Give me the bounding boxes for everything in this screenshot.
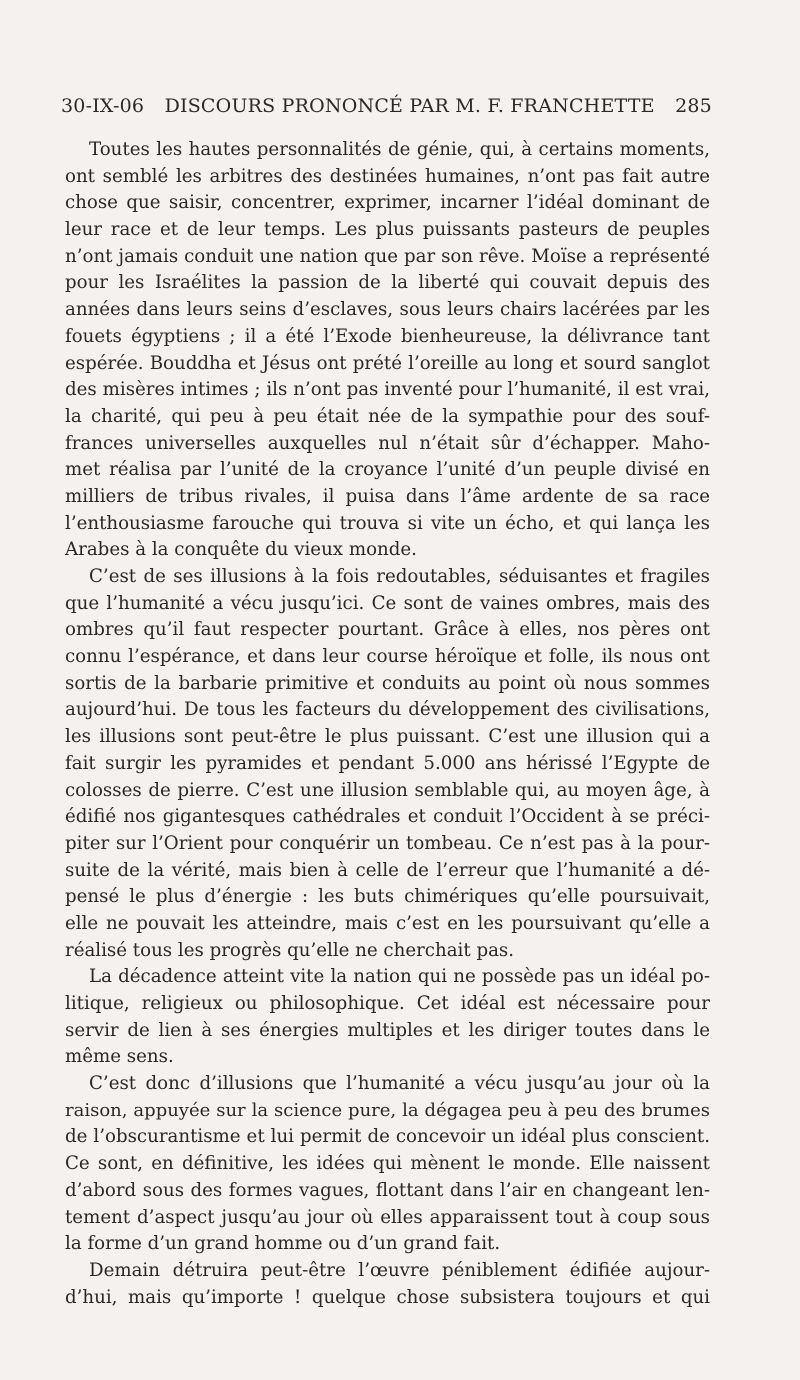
text-line: C’est donc d’illusions que l’humanité a vécu jusqu’au jour où la <box>89 1073 710 1095</box>
text-line: sortis de la barbarie primitive et conduits au point où nous sommes <box>65 672 710 694</box>
text-line: tement d’aspect jusqu’au jour où elles apparaissent tout à coup sous <box>65 1206 710 1228</box>
text-line: pensé le plus d’énergie : les buts chimériques qu’elle poursuivait, <box>65 886 710 908</box>
text-line: elle ne pouvait les atteindre, mais c’est en les poursuivant qu’elle a <box>65 912 710 934</box>
text-line: pour les Israélites la passion de la liberté qui couvait depuis des <box>65 272 710 294</box>
text-line: espérée. Bouddha et Jésus ont prété l’oreille au long et sourd sanglot <box>65 352 710 374</box>
page-number: 285 <box>675 95 712 117</box>
text-line: colosses de pierre. C’est une illusion semblable qui, au moyen âge, à <box>65 779 710 801</box>
text-line: C’est de ses illusions à la fois redoutables, séduisantes et fragiles <box>89 566 710 587</box>
text-line: de l’obscurantisme et lui permit de concevoir un idéal plus conscient. <box>65 1126 710 1148</box>
text-line: des misères intimes ; ils n’ont pas inventé pour l’humanité, il est vrai, <box>65 379 710 401</box>
text-line: fait surgir les pyramides et pendant 5.000 ans hérissé l’Egypte de <box>65 752 710 774</box>
text-line: d’abord sous des formes vagues, flottant dans l’air en changeant len- <box>65 1179 710 1201</box>
text-line: les illusions sont peut-être le plus puissant. C’est une illusion qui a <box>65 726 710 748</box>
text-line: La décadence atteint vite la nation qui ne possède pas un idéal po- <box>89 966 710 988</box>
text-line: servir de lien à ses énergies multiples et les diriger toutes dans le <box>65 1019 710 1041</box>
text-line: connu l’espérance, et dans leur course héroïque et folle, ils nous ont <box>65 646 710 668</box>
text-line: Arabes à la conquête du vieux monde. <box>65 539 417 561</box>
header-date: 30-IX-06 <box>61 95 145 117</box>
text-line: réalisé tous les progrès qu’elle ne cherchait pas. <box>65 939 515 961</box>
text-line: la forme d’un grand homme ou d’un grand fait. <box>65 1233 501 1255</box>
text-line: Ce sont, en définitive, les idées qui mènent le monde. Elle naissent <box>65 1153 710 1175</box>
text-line: que l’humanité a vécu jusqu’ici. Ce sont de vaines ombres, mais des <box>65 592 710 614</box>
text-line: édifié nos gigantesques cathédrales et conduit l’Occident à se préci- <box>65 806 710 828</box>
text-line: raison, appuyée sur la science pure, la dégagea peu à peu des brumes <box>65 1099 710 1121</box>
text-line: aujourd’hui. De tous les facteurs du développement des civilisations, <box>65 699 710 721</box>
text-line: Toutes les hautes personnalités de génie, qui, à certains moments, <box>89 139 710 160</box>
text-line: n’ont jamais conduit une nation que par son rêve. Moïse a représenté <box>65 245 710 267</box>
text-line: ont semblé les arbitres des destinées humaines, n’ont pas fait autre <box>65 165 710 187</box>
text-line: chose que saisir, concentrer, exprimer, incarner l’idéal dominant de <box>65 192 710 214</box>
text-line: Demain détruira peut-être l’œuvre péniblement édifiée aujour- <box>89 1259 710 1281</box>
body-text <box>65 137 710 1311</box>
text-line: milliers de tribus rivales, il puisa dans l’âme ardente de sa race <box>65 485 710 507</box>
text-line: l’enthousiasme farouche qui trouva si vite un écho, et qui lança les <box>65 512 710 534</box>
text-line: met réalisa par l’unité de la croyance l’unité d’un peuple divisé en <box>65 459 710 481</box>
text-line: piter sur l’Orient pour conquérir un tombeau. Ce n’est pas à la pour- <box>65 832 710 854</box>
text-line: litique, religieux ou philosophique. Cet idéal est nécessaire pour <box>65 993 710 1014</box>
text-line: la charité, qui peu à peu était née de la sympathie pour des souf- <box>65 405 710 427</box>
text-line: années dans leurs seins d’esclaves, sous leurs chairs lacérées par les <box>65 299 710 321</box>
text-line: suite de la vérité, mais bien à celle de l’erreur que l’humanité a dé- <box>65 859 710 881</box>
text-line: fouets égyptiens ; il a été l’Exode bienheureuse, la délivrance tant <box>65 325 710 347</box>
text-line: même sens. <box>65 1046 174 1068</box>
text-line: ombres qu’il faut respecter pourtant. Grâce à elles, nos pères ont <box>65 619 710 641</box>
text-line: leur race et de leur temps. Les plus puissants pasteurs de peuples <box>65 219 710 241</box>
running-header <box>61 95 712 125</box>
text-line: frances universelles auxquelles nul n’était sûr d’échapper. Maho- <box>65 432 710 454</box>
header-title: DISCOURS PRONONCÉ PAR M. F. FRANCHETTE <box>164 95 655 117</box>
text-line: d’hui, mais qu’importe ! quelque chose subsistera toujours et qui <box>65 1286 710 1308</box>
